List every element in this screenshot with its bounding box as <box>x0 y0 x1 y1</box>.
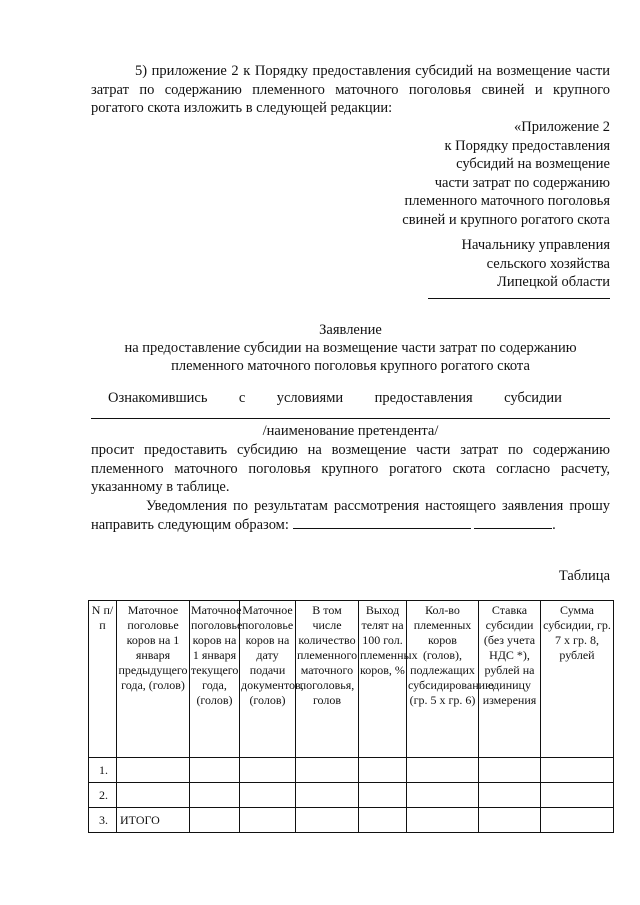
header-cell: Маточное поголовье коров на 1 января текущего года, (голов) <box>190 601 240 758</box>
table-row <box>89 783 614 808</box>
appendix-line: свиней и крупного рогатого скота <box>402 211 610 228</box>
table-cell[interactable] <box>296 808 359 833</box>
row-number: 3. <box>89 808 117 833</box>
header-cell: Сумма субсидии, гр. 7 x гр. 8, рублей <box>541 601 614 758</box>
addressee-line: сельского хозяйства <box>486 255 610 272</box>
table-cell[interactable] <box>296 783 359 808</box>
amendment-paragraph: 5) приложение 2 к Порядку предоставления субсидий на возмещение части затрат по содержанию племенного маточного поголовья свиней и крупного рогатого скота изложить в следующей редакции: <box>91 63 610 117</box>
table-cell[interactable] <box>479 783 541 808</box>
table-cell[interactable] <box>296 758 359 783</box>
table-row <box>89 758 614 783</box>
table-cell[interactable] <box>190 758 240 783</box>
notification-text: Уведомления по результатам рассмотрения настоящего заявления прошу направить следующим образом: <box>91 498 610 533</box>
header-cell: В том числе количество племенного маточного поголовья, голов <box>296 601 359 758</box>
appendix-line: к Порядку предоставления <box>444 137 610 154</box>
appendix-line: племенного маточного поголовья <box>404 193 610 210</box>
table-cell[interactable] <box>190 808 240 833</box>
addressee-line: Начальнику управления <box>461 237 610 253</box>
addressee-block <box>462 236 610 292</box>
notification-paragraph <box>91 497 610 534</box>
table-cell[interactable] <box>117 758 190 783</box>
table-cell[interactable] <box>359 783 407 808</box>
addressee-line: Липецкой области <box>497 274 610 291</box>
intro-line <box>108 389 562 408</box>
applicant-name-field[interactable] <box>91 406 610 419</box>
intro-word: условиями <box>276 390 344 406</box>
table-cell[interactable] <box>240 758 296 783</box>
header-cell: Кол-во племенных коров (голов), подлежащих субсидированию (гр. 5 x гр. 6) <box>407 601 479 758</box>
notification-end: . <box>552 516 556 533</box>
table-cell[interactable] <box>541 783 614 808</box>
intro-word: с <box>238 390 246 406</box>
notification-method-field[interactable] <box>293 516 471 529</box>
table-caption: Таблица <box>558 568 610 584</box>
appendix-line: «Приложение 2 <box>514 119 610 135</box>
intro-word: Ознакомившись <box>108 390 208 406</box>
header-cell: Выход телят на 100 гол. племенных коров, % <box>359 601 407 758</box>
header-cell: Маточное поголовье коров на 1 января предыдущего года, (голов) <box>117 601 190 758</box>
request-paragraph: просит предоставить субсидию на возмещение части затрат по содержанию племенного маточного поголовья крупного рогатого скота согласно расчету, указанному в таблице. <box>91 442 610 496</box>
subsidy-table <box>88 600 614 833</box>
table-cell[interactable] <box>359 758 407 783</box>
table-cell[interactable] <box>407 808 479 833</box>
intro-word: субсидии <box>504 390 562 406</box>
statement-subtitle: на предоставление субсидии на возмещение части затрат по содержанию <box>124 340 577 356</box>
total-label: ИТОГО <box>117 808 190 833</box>
applicant-caption: /наименование претендента/ <box>262 423 439 439</box>
appendix-header <box>402 118 610 230</box>
table-cell[interactable] <box>479 758 541 783</box>
header-cell: Ставка субсидии (без учета НДС *), рублей на единицу измерения <box>479 601 541 758</box>
row-number: 1. <box>89 758 117 783</box>
table-cell[interactable] <box>359 808 407 833</box>
table-cell[interactable] <box>541 808 614 833</box>
statement-title: Заявление <box>319 322 382 338</box>
table-cell[interactable] <box>240 783 296 808</box>
header-cell: N п/п <box>89 601 117 758</box>
row-number: 2. <box>89 783 117 808</box>
notification-address-field[interactable] <box>474 516 552 529</box>
table-row <box>89 808 614 833</box>
table-cell[interactable] <box>117 783 190 808</box>
intro-word: предоставления <box>374 390 473 406</box>
appendix-line: части затрат по содержанию <box>434 174 610 191</box>
table-cell[interactable] <box>479 808 541 833</box>
statement-subtitle: племенного маточного поголовья крупного рогатого скота <box>171 358 530 374</box>
table-cell[interactable] <box>407 783 479 808</box>
header-cell: Маточное поголовье коров на дату подачи документов, (голов) <box>240 601 296 758</box>
table-cell[interactable] <box>190 783 240 808</box>
table-cell[interactable] <box>541 758 614 783</box>
appendix-line: субсидий на возмещение <box>456 156 610 173</box>
table-cell[interactable] <box>240 808 296 833</box>
table-header-row <box>89 601 614 758</box>
addressee-signature-line[interactable] <box>428 298 610 299</box>
table-cell[interactable] <box>407 758 479 783</box>
